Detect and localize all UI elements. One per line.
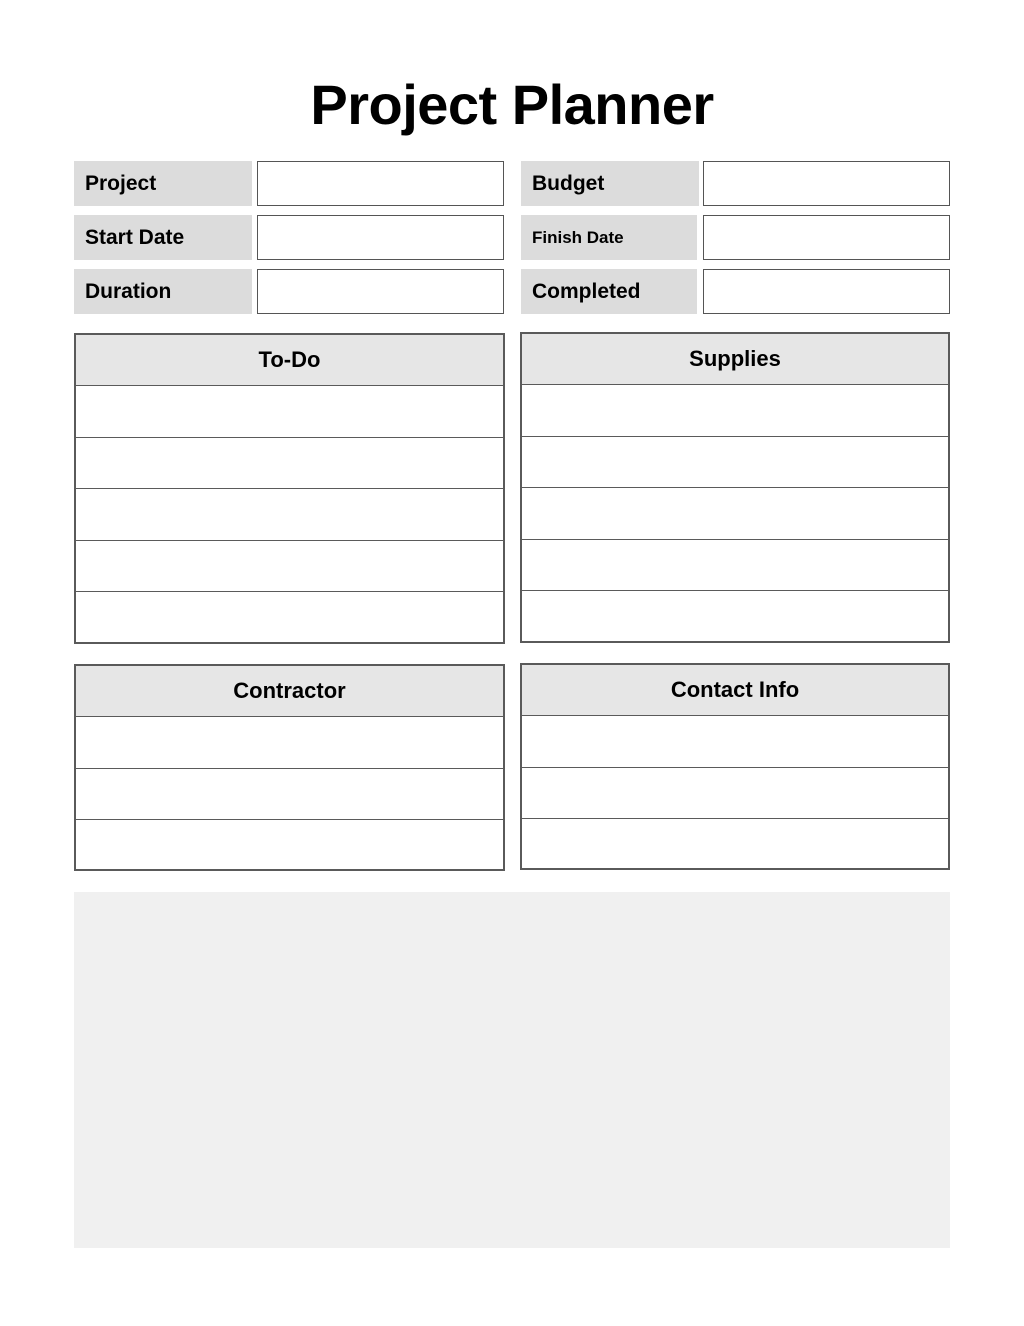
contact-info-row[interactable]: [522, 768, 948, 820]
completed-label: Completed: [521, 269, 697, 314]
contractor-header: Contractor: [76, 666, 503, 717]
supplies-row[interactable]: [522, 488, 948, 540]
contact-info-row[interactable]: [522, 819, 948, 871]
supplies-header: Supplies: [522, 334, 948, 385]
project-label: Project: [74, 161, 252, 206]
supplies-row[interactable]: [522, 540, 948, 592]
duration-label: Duration: [74, 269, 252, 314]
todo-row[interactable]: [76, 592, 503, 644]
todo-table: [74, 333, 505, 644]
contractor-table: [74, 664, 505, 871]
todo-row[interactable]: [76, 438, 503, 490]
budget-field[interactable]: [703, 161, 950, 206]
start-date-label: Start Date: [74, 215, 252, 260]
contact-info-header: Contact Info: [522, 665, 948, 716]
contact-info-row[interactable]: [522, 716, 948, 768]
todo-row[interactable]: [76, 541, 503, 593]
start-date-field[interactable]: [257, 215, 504, 260]
contact-info-table: [520, 663, 950, 870]
finish-date-field[interactable]: [703, 215, 950, 260]
todo-header: To-Do: [76, 335, 503, 386]
supplies-table: [520, 332, 950, 643]
todo-row[interactable]: [76, 489, 503, 541]
duration-field[interactable]: [257, 269, 504, 314]
contractor-row[interactable]: [76, 769, 503, 821]
supplies-row[interactable]: [522, 437, 948, 489]
notes-area[interactable]: [74, 892, 950, 1248]
page-title: Project Planner: [310, 73, 714, 136]
finish-date-label: Finish Date: [521, 215, 697, 260]
contractor-row[interactable]: [76, 717, 503, 769]
completed-field[interactable]: [703, 269, 950, 314]
todo-row[interactable]: [76, 386, 503, 438]
budget-label: Budget: [521, 161, 699, 206]
supplies-row[interactable]: [522, 591, 948, 643]
supplies-row[interactable]: [522, 385, 948, 437]
project-field[interactable]: [257, 161, 504, 206]
contractor-row[interactable]: [76, 820, 503, 872]
